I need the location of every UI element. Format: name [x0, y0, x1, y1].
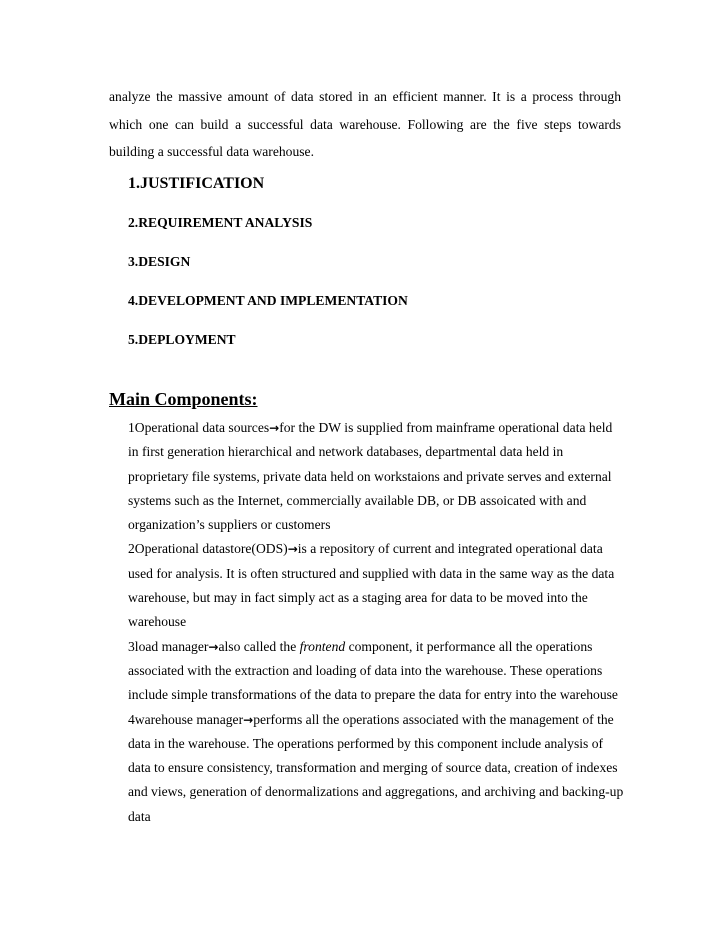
step-item: 5.DEPLOYMENT: [128, 332, 236, 347]
component-item: [128, 708, 624, 829]
component-emphasis: frontend: [299, 638, 346, 654]
intro-paragraph: analyze the massive amount of data stored in an efficient manner. It is a process through which one can build a successful data warehouse. Following are the five steps towards building a successful data warehouse.: [109, 89, 621, 159]
components-list: [128, 416, 624, 829]
component-description-lead: also called the: [218, 638, 300, 654]
step-item: 2.REQUIREMENT ANALYSIS: [128, 215, 313, 230]
component-description: for the DW is supplied from mainframe operational data held in first generation hierarchical and network databases, departmental data held in proprietary file systems, private data held on workstaions and private serves and external systems such as the Internet, commercially available DB, or DB assoicated with and organization’s suppliers or customers: [128, 420, 613, 533]
step-item: 1.JUSTIFICATION: [128, 175, 265, 192]
component-description: component, it performance all the operations associated with the extraction and loading of data into the warehouse. These operations include simple transformations of the data to prepare the data for entry into the warehouse: [128, 638, 618, 703]
steps-list: [128, 171, 628, 366]
step-item: 4.DEVELOPMENT AND IMPLEMENTATION: [128, 293, 408, 308]
section-heading: Main Components:: [109, 389, 258, 409]
arrow-right-icon: →: [269, 421, 280, 435]
component-name: 4warehouse manager: [128, 711, 244, 727]
arrow-right-icon: →: [243, 712, 254, 727]
component-item: [128, 537, 624, 634]
component-name: 1Operational data sources: [128, 420, 270, 435]
component-name: 3load manager: [128, 638, 209, 654]
component-description: performs all the operations associated with the management of the data in the warehouse. The operations performed by this component include analysis of data to ensure consistency, transformation and merging of source data, creation of indexes and views, generation of denormalizations and aggregations, and archiving and backing-up data: [128, 711, 624, 824]
component-description: is a repository of current and integrated operational data used for analysis. It is often structured and supplied with data in the same way as the data warehouse, but may in fact simply act as a staging area for data to be moved into the warehouse: [128, 541, 615, 630]
component-item: [128, 635, 624, 708]
component-name: 2Operational datastore(ODS): [128, 541, 288, 557]
arrow-right-icon: →: [208, 639, 219, 654]
component-item: [128, 416, 624, 537]
step-item: 3.DESIGN: [128, 254, 191, 269]
arrow-right-icon: →: [287, 542, 298, 557]
